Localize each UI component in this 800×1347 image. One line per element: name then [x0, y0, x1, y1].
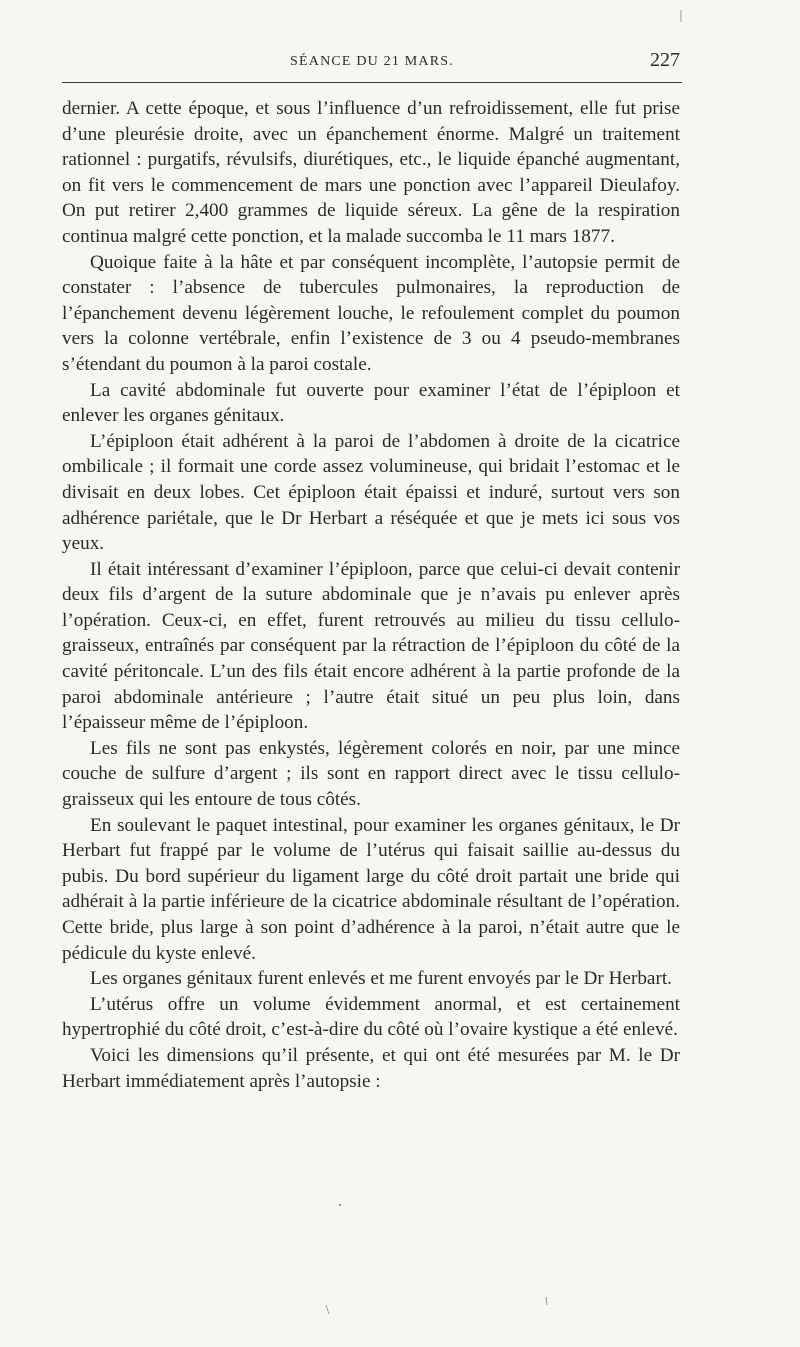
body-text — [62, 96, 680, 1094]
paragraph-cavite-abdominale: La cavité abdominale fut ouverte pour examiner l’état de l’épiploon et enlever les organes génitaux. — [62, 379, 680, 427]
paragraph-autopsie: Quoique faite à la hâte et par conséquent incomplète, l’autopsie permit de constater : l’absence de tubercules pulmonaires, la reproduction de l’épanchement devenu légèrement louche, le refoulement complet du poumon vers la colonne vertébrale, enfin l’existence de 3 ou 4 pseudo-membranes s’étendant du poumon à la paroi costale. — [62, 251, 680, 375]
paragraph-fils-enkystes: Les fils ne sont pas enkystés, légèrement colorés en noir, par une mince couche de sulfure d’argent ; ils sont en rapport direct avec le tissu cellulo-graisseux qui les entoure de tous côtés. — [62, 737, 680, 811]
paragraph-paquet-intestinal: En soulevant le paquet intestinal, pour examiner les organes génitaux, le Dr Herbart fut frappé par le volume de l’utérus qui faisait saillie au-dessus du pubis. Du bord supérieur du ligament large du côté droit partait une bride qui adhérait à la partie inférieure de la cicatrice abdominale résultant de l’opération. Cette bride, plus large à son point d’adhérence à la paroi, n’était autre que le pédicule du kyste enlevé. — [62, 814, 680, 964]
running-head: SÉANCE DU 21 MARS. — [290, 54, 454, 69]
paragraph-continuation: dernier. A cette époque, et sous l’influence d’un refroidissement, elle fut prise d’une pleurésie droite, avec un épanchement énorme. Malgré un traitement rationnel : purgatifs, révulsifs, diurétiques, etc., le liquide épanché augmentant, on fit vers le commencement de mars une ponction avec l’appareil Dieulafoy. On put retirer 2,400 grammes de liquide séreux. La gêne de la respiration continua malgré cette ponction, et la malade succomba le 11 mars 1877. — [62, 98, 680, 247]
page-number: 227 — [650, 49, 680, 71]
paragraph-dimensions: Voici les dimensions qu’il présente, et qui ont été mesurées par M. le Dr Herbart immédiatement après l’autopsie : — [62, 1044, 680, 1092]
paragraph-fils-argent: Il était intéressant d’examiner l’épiploon, parce que celui-ci devait contenir deux fils d’argent de la suture abdominale que je n’avais pu enlever après l’opération. Ceux-ci, en effet, furent retrouvés au milieu du tissu cellulo- graisseux, entraînés par conséquent par la rétraction de l’épiploon du côté de la cavité péritoncale. L’un des fils était encore adhérent à la partie profonde de la paroi abdominale antérieure ; l’autre était situé un peu plus loin, dans l’épaisseur même de l’épiploon. — [62, 558, 680, 734]
speck-dot — [339, 1204, 341, 1206]
page-header — [62, 46, 682, 83]
paragraph-uterus: L’utérus offre un volume évidemment anormal, et est certainement hypertrophié du côté droit, c’est-à-dire du côté où l’ovaire kystique a été enlevé. — [62, 993, 680, 1041]
paragraph-organes-genitaux: Les organes génitaux furent enlevés et me furent envoyés par le Dr Herbart. — [90, 968, 672, 990]
speck-mark — [546, 1297, 547, 1305]
paragraph-epiploon-adherent: L’épiploon était adhérent à la paroi de l’abdomen à droite de la cicatrice ombilicale ; il formait une corde assez volumineuse, qui bridait l’estomac et le divisait en deux lobes. Cet épiploon était épaissi et induré, surtout vers son adhérence pariétale, que le Dr Herbart a réséquée et que je mets ici sous vos yeux. — [62, 430, 680, 555]
speck-mark — [326, 1305, 329, 1314]
